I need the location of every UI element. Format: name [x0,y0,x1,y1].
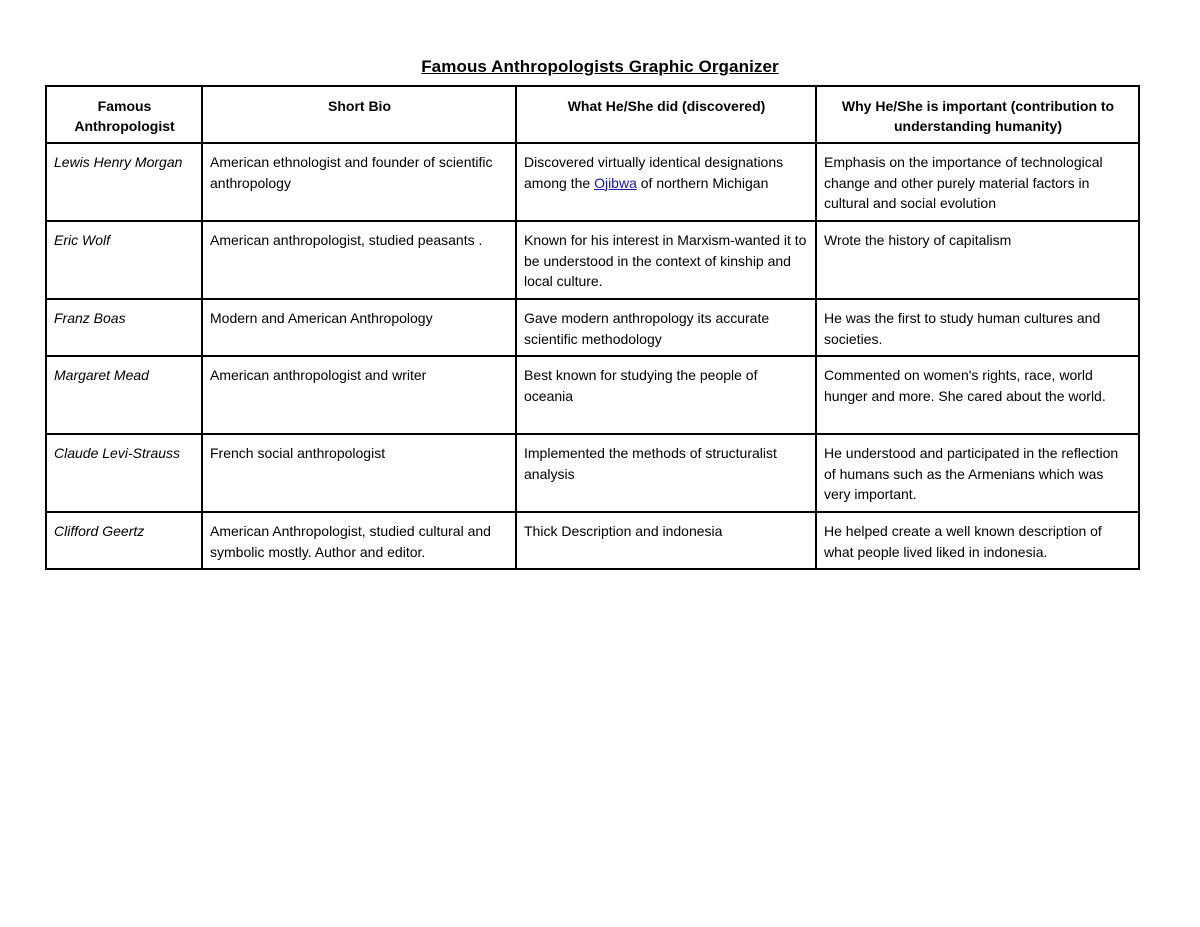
short-bio-cell: American Anthropologist, studied cultural and symbolic mostly. Author and editor. [202,512,516,569]
importance-cell: He was the first to study human cultures and societies. [816,299,1139,356]
anthropologists-table [45,85,1140,570]
table-row [46,143,1139,221]
what-did-cell: Known for his interest in Marxism-wanted it to be understood in the context of kinship and local culture. [516,221,816,299]
page-title: Famous Anthropologists Graphic Organizer [421,57,779,76]
table-row [46,299,1139,356]
table-row [46,434,1139,512]
anthropologist-name: Margaret Mead [46,356,202,434]
what-did-cell: Implemented the methods of structuralist analysis [516,434,816,512]
table-row [46,356,1139,434]
anthropologist-name: Clifford Geertz [46,512,202,569]
importance-cell: He helped create a well known description of what people lived liked in indonesia. [816,512,1139,569]
short-bio-cell: American ethnologist and founder of scientific anthropology [202,143,516,221]
table-row [46,512,1139,569]
anthropologist-name: Franz Boas [46,299,202,356]
header-what-did: What He/She did (discovered) [516,86,816,143]
short-bio-cell: American anthropologist, studied peasants . [202,221,516,299]
header-short-bio: Short Bio [202,86,516,143]
header-why-important: Why He/She is important (contribution to understanding humanity) [816,86,1139,143]
table-row [46,221,1139,299]
anthropologist-name: Eric Wolf [46,221,202,299]
short-bio-cell: American anthropologist and writer [202,356,516,434]
what-did-text: Discovered virtually identical designations among the [524,154,784,191]
what-did-cell: Best known for studying the people of oceania [516,356,816,434]
ojibwa-link[interactable]: Ojibwa [594,174,637,191]
table-header-row [46,86,1139,143]
anthropologist-name: Lewis Henry Morgan [46,143,202,221]
what-did-cell [516,143,816,221]
importance-cell: Commented on women's rights, race, world hunger and more. She cared about the world. [816,356,1139,434]
header-famous-anthropologist: Famous Anthropologist [46,86,202,143]
importance-cell: He understood and participated in the reflection of humans such as the Armenians which was very important. [816,434,1139,512]
what-did-cell: Gave modern anthropology its accurate scientific methodology [516,299,816,356]
short-bio-cell: French social anthropologist [202,434,516,512]
importance-cell: Wrote the history of capitalism [816,221,1139,299]
what-did-cell: Thick Description and indonesia [516,512,816,569]
what-did-text: of northern Michigan [636,174,769,191]
short-bio-cell: Modern and American Anthropology [202,299,516,356]
importance-cell: Emphasis on the importance of technological change and other purely material factors in cultural and social evolution [816,143,1139,221]
anthropologist-name: Claude Levi-Strauss [46,434,202,512]
